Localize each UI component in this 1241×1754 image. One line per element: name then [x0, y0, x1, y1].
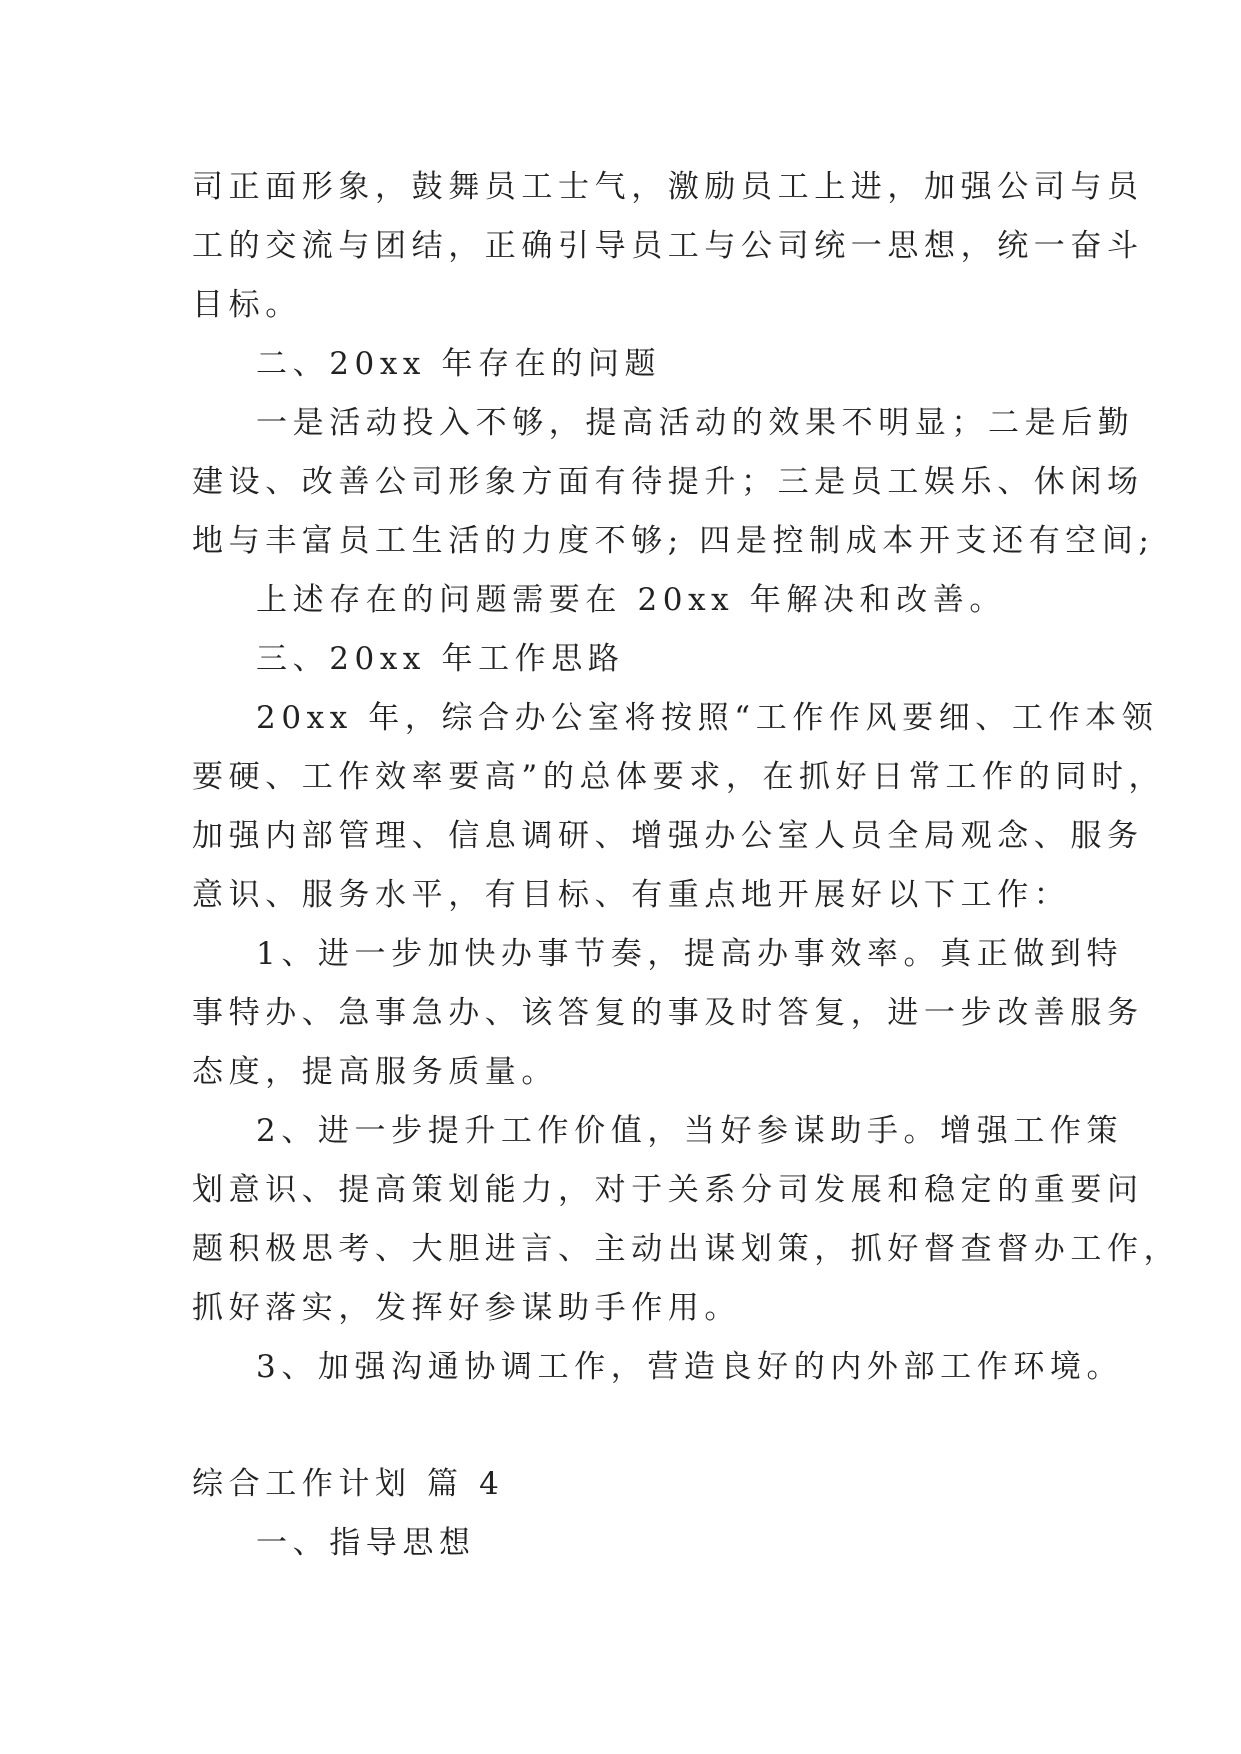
paragraph-line: 建设、改善公司形象方面有待提升；三是员工娱乐、休闲场: [192, 464, 1144, 500]
paragraph-line: 要硬、工作效率要高”的总体要求，在抓好日常工作的同时，: [192, 759, 1166, 795]
document-title: 综合工作计划 篇 4: [192, 1466, 505, 1502]
section-heading: 三、20xx 年工作思路: [256, 641, 625, 677]
document-body: [192, 158, 1181, 1573]
paragraph-line: 20xx 年，综合办公室将按照“工作作风要细、工作本领: [256, 700, 1159, 736]
paragraph-line: 上述存在的问题需要在 20xx 年解决和改善。: [256, 582, 1006, 618]
paragraph-line: 事特办、急事急办、该答复的事及时答复，进一步改善服务: [192, 995, 1144, 1031]
paragraph-line: 抓好落实，发挥好参谋助手作用。: [192, 1290, 741, 1326]
paragraph-line: 划意识、提高策划能力，对于关系分司发展和稳定的重要问: [192, 1172, 1144, 1208]
list-item: 2、进一步提升工作价值，当好参谋助手。增强工作策: [256, 1113, 1124, 1149]
paragraph-line: 地与丰富员工生活的力度不够; 四是控制成本开支还有空间;: [192, 523, 1155, 559]
paragraph-line: 意识、服务水平，有目标、有重点地开展好以下工作：: [192, 877, 1071, 913]
paragraph-line: 题积极思考、大胆进言、主动出谋划策，抓好督查督办工作，: [192, 1231, 1181, 1267]
paragraph-line: 一是活动投入不够，提高活动的效果不明显；二是后勤: [256, 405, 1135, 441]
list-item: 1、进一步加快办事节奏，提高办事效率。真正做到特: [256, 936, 1124, 972]
paragraph-line: 加强内部管理、信息调研、增强办公室人员全局观念、服务: [192, 818, 1144, 854]
section-heading: 二、20xx 年存在的问题: [256, 346, 662, 382]
paragraph-line: 工的交流与团结，正确引导员工与公司统一思想，统一奋斗: [192, 228, 1144, 264]
list-item: 3、加强沟通协调工作，营造良好的内外部工作环境。: [256, 1349, 1124, 1385]
paragraph-line: 态度，提高服务质量。: [192, 1054, 558, 1090]
section-heading: 一、指导思想: [256, 1525, 476, 1561]
paragraph-line: 司正面形象，鼓舞员工士气，激励员工上进，加强公司与员: [192, 169, 1144, 205]
paragraph-line: 目标。: [192, 287, 302, 323]
